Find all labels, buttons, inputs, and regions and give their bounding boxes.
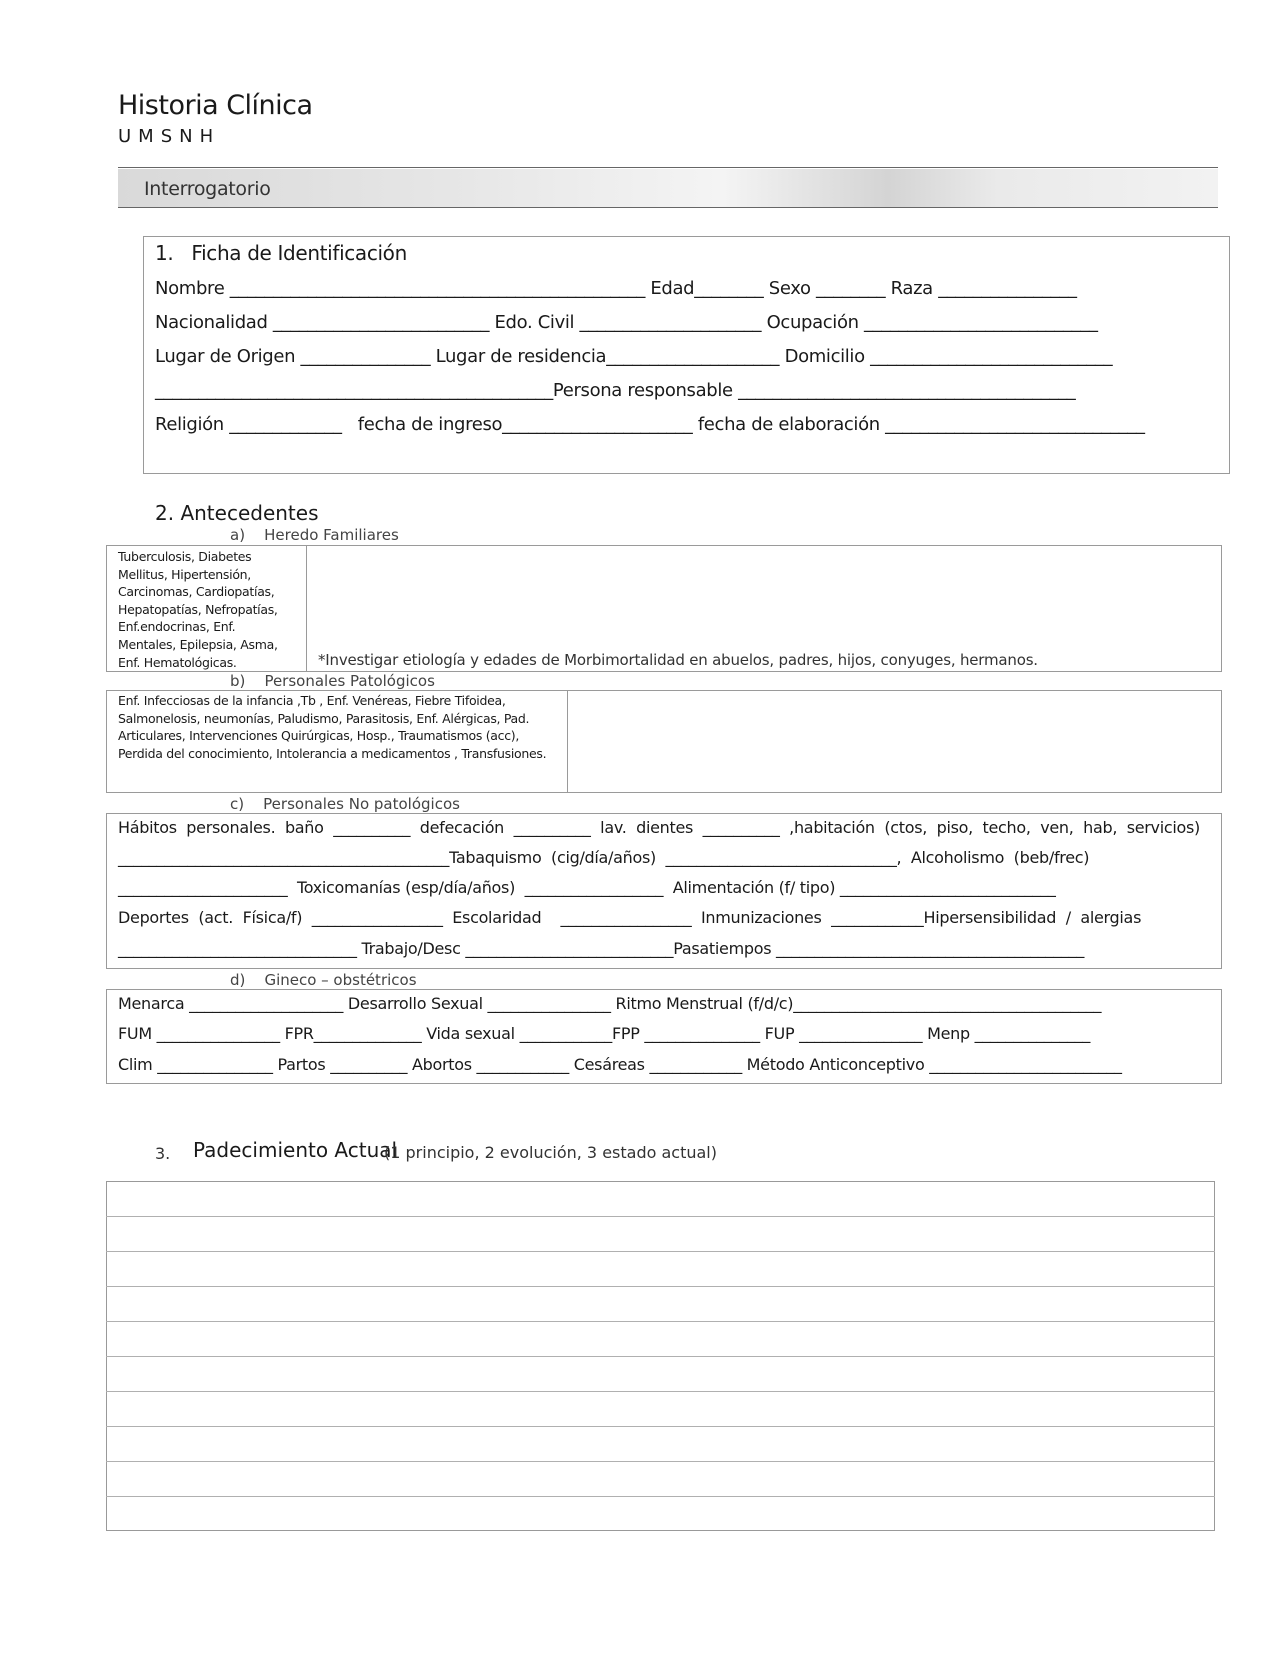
no-patologicos-line[interactable]: ___________________________________________Tabaquismo (cig/día/años) ______________________________, Alcoholismo (beb/frec) bbox=[118, 848, 1090, 867]
antecedentes-title: 2. Antecedentes bbox=[155, 501, 319, 525]
writing-line bbox=[106, 1461, 1215, 1462]
ficha-line-responsable[interactable]: ______________________________________________Persona responsable _______________________________________ bbox=[155, 380, 1076, 401]
writing-line bbox=[106, 1426, 1215, 1427]
page-subtitle: UMSNH bbox=[118, 126, 221, 147]
divider bbox=[118, 167, 1218, 168]
writing-line bbox=[106, 1251, 1215, 1252]
padecimiento-number: 3. bbox=[155, 1144, 171, 1163]
patologicos-input-cell[interactable] bbox=[568, 691, 1222, 793]
padecimiento-hint: (1 principio, 2 evolución, 3 estado actual) bbox=[384, 1143, 717, 1162]
patologicos-label: b) Personales Patológicos bbox=[230, 672, 435, 690]
no-patologicos-line[interactable]: _______________________________ Trabajo/Desc ___________________________Pasatiempos ________________________________________ bbox=[118, 939, 1085, 958]
no-patologicos-line[interactable]: ______________________ Toxicomanías (esp/día/años) __________________ Alimentación (f/ tipo) ____________________________ bbox=[118, 878, 1056, 897]
no-patologicos-label: c) Personales No patológicos bbox=[230, 795, 460, 813]
writing-line bbox=[106, 1391, 1215, 1392]
no-patologicos-line[interactable]: Hábitos personales. baño __________ defecación __________ lav. dientes __________ ,habitación (ctos, piso, techo, ven, hab, servicios) bbox=[118, 818, 1200, 837]
heredo-conditions-cell bbox=[107, 546, 307, 672]
heredo-label: a) Heredo Familiares bbox=[230, 526, 399, 544]
patologicos-conditions-text: Enf. Infecciosas de la infancia ,Tb , Enf. Venéreas, Fiebre Tifoidea, Salmonelosis, neumonías, Paludismo, Parasitosis, Enf. Alérgicas, Pad. Articulares, Intervenciones Quirúrgicas, Hosp., Traumatismos (acc), Perdida del conocimiento, Intolerancia a medicamentos , Transfusiones. bbox=[118, 693, 547, 761]
ficha-line-religion[interactable]: Religión _____________ fecha de ingreso______________________ fecha de elaboración ______________________________ bbox=[155, 414, 1145, 435]
heredo-note: *Investigar etiología y edades de Morbimortalidad en abuelos, padres, hijos, conyuges, hermanos. bbox=[318, 651, 1038, 670]
heredo-input-cell[interactable] bbox=[307, 546, 1222, 672]
ficha-title: 1. Ficha de Identificación bbox=[155, 241, 407, 265]
heredo-table bbox=[106, 545, 1222, 672]
divider bbox=[118, 207, 1218, 208]
writing-line bbox=[106, 1286, 1215, 1287]
patologicos-table bbox=[106, 690, 1222, 793]
section-banner bbox=[118, 169, 1218, 207]
no-patologicos-line[interactable]: Deportes (act. Física/f) _________________ Escolaridad _________________ Inmunizaciones ____________Hipersensibilidad / alergias bbox=[118, 908, 1142, 927]
banner-label: Interrogatorio bbox=[144, 178, 271, 200]
writing-line bbox=[106, 1496, 1215, 1497]
page-title: Historia Clínica bbox=[118, 90, 313, 121]
gineco-line[interactable]: Clim _______________ Partos __________ Abortos ____________ Cesáreas ____________ Método Anticonceptivo _________________________ bbox=[118, 1055, 1122, 1074]
ficha-line-nombre[interactable]: Nombre ________________________________________________ Edad________ Sexo ________ Raza ________________ bbox=[155, 278, 1077, 299]
patologicos-conditions-cell bbox=[107, 691, 568, 793]
gineco-line[interactable]: Menarca ____________________ Desarrollo Sexual ________________ Ritmo Menstrual (f/d/c)________________________________________ bbox=[118, 994, 1102, 1013]
writing-line bbox=[106, 1321, 1215, 1322]
ficha-line-origen[interactable]: Lugar de Origen _______________ Lugar de residencia____________________ Domicilio ____________________________ bbox=[155, 346, 1113, 367]
padecimiento-title: Padecimiento Actual bbox=[193, 1138, 398, 1162]
writing-line bbox=[106, 1216, 1215, 1217]
gineco-label: d) Gineco – obstétricos bbox=[230, 971, 417, 989]
ficha-line-nacionalidad[interactable]: Nacionalidad _________________________ Edo. Civil _____________________ Ocupación ___________________________ bbox=[155, 312, 1098, 333]
heredo-conditions-text: Tuberculosis, Diabetes Mellitus, Hipertensión, Carcinomas, Cardiopatías, Hepatopatías, Nefropatías, Enf.endocrinas, Enf. Mentales, Epilepsia, Asma, Enf. Hematológicas. bbox=[118, 549, 278, 670]
gineco-line[interactable]: FUM ________________ FPR______________ Vida sexual ____________FPP _______________ FUP ________________ Menp _______________ bbox=[118, 1024, 1091, 1043]
writing-line bbox=[106, 1356, 1215, 1357]
